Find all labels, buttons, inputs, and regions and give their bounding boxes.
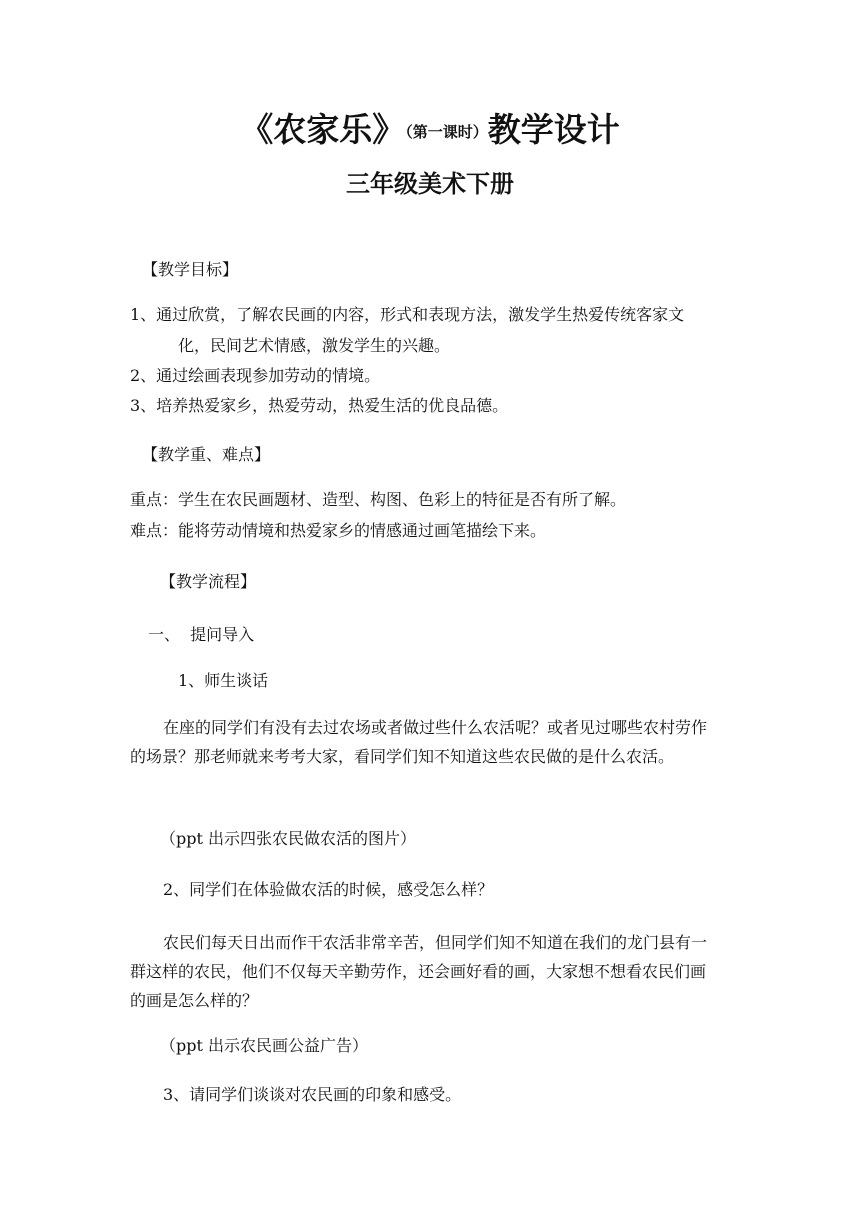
step1-heading: 一、 提问导入 [148, 625, 255, 644]
document-title [0, 108, 860, 154]
key-points-heading: 【教学重、难点】 [142, 445, 271, 464]
difficult-point: 难点：能将劳动情境和热爱家乡的情感通过画笔描绘下来。 [130, 521, 547, 540]
flow-heading: 【教学流程】 [160, 572, 257, 591]
title-main: 《农家乐》 [240, 110, 406, 149]
ppt-note-2: （ppt 出示农民画公益广告） [160, 1036, 369, 1055]
step1-sub1: 1、师生谈话 [178, 671, 269, 690]
goal-item-2: 2、通过绘画表现参加劳动的情境。 [130, 366, 381, 385]
step1-sub3: 3、请同学们谈谈对农民画的印象和感受。 [163, 1085, 462, 1104]
goal-item-1-cont: 化，民间艺术情感，激发学生的兴趣。 [178, 336, 451, 355]
goal-item-1: 1、通过欣赏，了解农民画的内容，形式和表现方法，激发学生热爱传统客家文 [130, 305, 685, 324]
title-tail: 教学设计 [487, 110, 620, 149]
title-lesson-note: （第一课时） [405, 123, 488, 141]
goals-heading: 【教学目标】 [142, 260, 239, 279]
document-subtitle: 三年级美术下册 [346, 170, 514, 198]
ppt-note-1: （ppt 出示四张农民做农活的图片） [160, 829, 417, 848]
paragraph-1: 在座的同学们有没有去过农场或者做过些什么农活呢？或者见过哪些农村劳作的场景？那老师就来考考大家，看同学们知不知道这些农民做的是什么农活。 [130, 718, 708, 766]
step1-sub2: 2、同学们在体验做农活的时候，感受怎么样？ [163, 880, 494, 899]
goal-item-3: 3、培养热爱家乡，热爱劳动，热爱生活的优良品德。 [130, 396, 509, 415]
paragraph-2: 农民们每天日出而作干农活非常辛苦，但同学们知不知道在我们的龙门县有一群这样的农民，他们不仅每天辛勤劳作，还会画好看的画，大家想不想看农民们画的画是怎么样的？ [130, 933, 708, 1010]
key-point: 重点：学生在农民画题材、造型、构图、色彩上的特征是否有所了解。 [130, 490, 627, 509]
